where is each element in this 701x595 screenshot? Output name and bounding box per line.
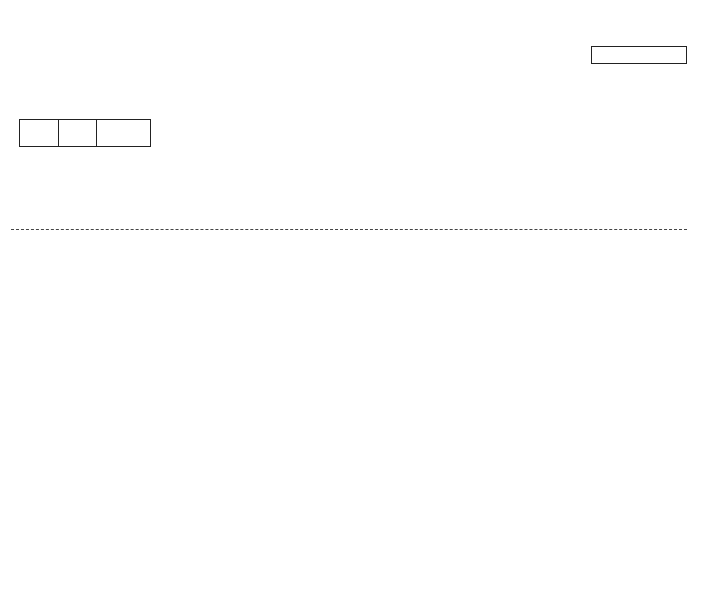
form-code-box (591, 46, 687, 64)
period-box (19, 119, 151, 147)
header-divider (11, 229, 687, 230)
